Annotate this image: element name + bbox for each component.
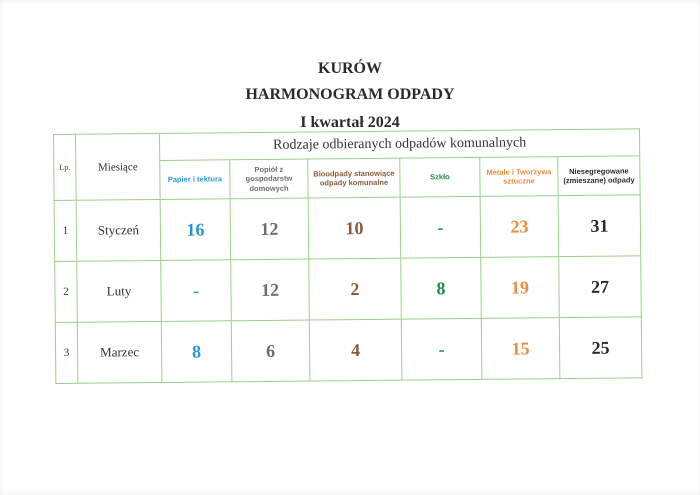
metal-plastic-date: 15 [481,318,560,380]
lp-header: Lp. [54,134,77,200]
schedule-table [53,128,642,384]
row-number: 2 [55,261,78,322]
month-header: Miesiące [76,133,161,200]
glass-date: - [401,318,482,380]
mixed-date: 25 [559,317,642,379]
mixed-date: 27 [559,256,642,318]
bio-date: 2 [309,258,402,320]
mixed-date: 31 [558,195,641,257]
metal-plastic-date: 23 [480,196,559,258]
table-row [55,256,642,323]
category-ash-header: Popiół z gospodarstw domowych [230,159,308,199]
ash-date: 12 [230,198,309,260]
ash-date: 12 [231,259,310,321]
paper-date: 16 [160,199,231,261]
category-glass-header: Szkło [400,157,480,197]
table-row [54,195,641,262]
waste-types-header: Rodzaje odbieranych odpadów komunalnych [159,129,639,161]
category-paper-header: Papier i tektura [160,160,230,200]
table-row [55,317,642,384]
bio-date: 10 [308,197,401,259]
month-name: Styczeń [76,199,161,261]
schedule-table-wrapper [53,128,647,390]
metal-plastic-date: 19 [481,257,560,319]
glass-date: - [400,196,481,258]
row-number: 3 [55,322,78,383]
category-metal-plastic-header: Metale i Tworzywa sztuczne [480,157,558,197]
month-name: Luty [77,260,162,322]
schedule-title: HARMONOGRAM ODPADY [245,86,455,103]
quarter-title: I kwartał 2024 [300,114,400,131]
bio-date: 4 [309,319,402,381]
ash-date: 6 [231,320,310,382]
category-mixed-header: Niesegregowane (zmieszane) odpady [558,156,640,196]
month-name: Marzec [77,321,162,383]
paper-date: 8 [161,321,232,383]
category-bio-header: Bioodpady stanowiące odpady komunalne [308,158,400,198]
glass-date: 8 [401,257,482,319]
municipality-title: KURÓW [318,60,382,77]
row-number: 1 [54,200,77,261]
paper-date: - [161,260,232,322]
